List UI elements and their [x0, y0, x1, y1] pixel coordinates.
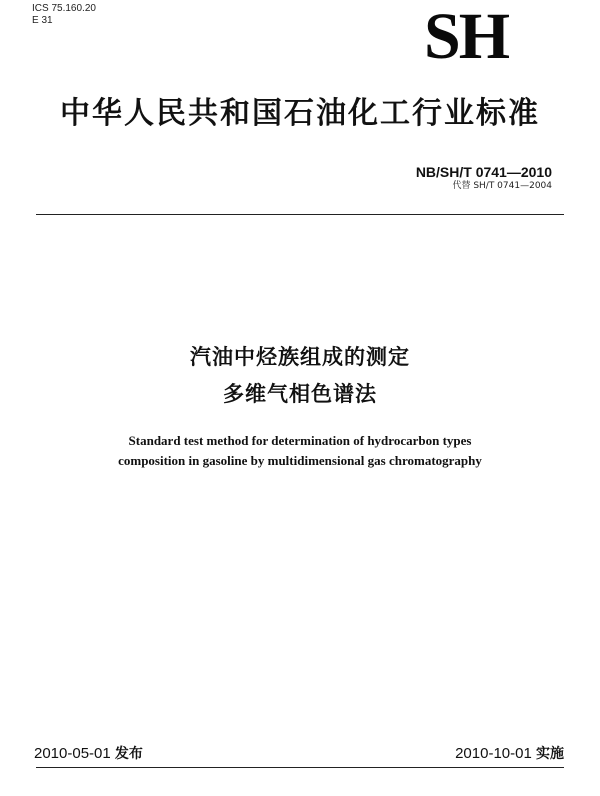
ics-code: ICS 75.160.20	[32, 3, 96, 14]
standard-category-title: 中华人民共和国石油化工行业标准	[60, 96, 540, 131]
issue-date-block	[34, 745, 143, 763]
title-english-line-2: composition in gasoline by multidimensional gas chromatography	[118, 453, 482, 468]
implement-date: 2010-10-01	[455, 745, 532, 762]
replaces-note: 代替 SH/T 0741—2004	[452, 181, 552, 191]
sh-logo: SH	[424, 0, 509, 73]
issue-label: 发布	[114, 746, 143, 762]
title-english-line-1: Standard test method for determination of hydrocarbon types	[128, 433, 472, 448]
header-divider	[36, 214, 564, 215]
document-number: NB/SH/T 0741—2010	[415, 164, 552, 180]
implement-label: 实施	[536, 746, 564, 762]
title-chinese-line-2: 多维气相色谱法	[223, 382, 377, 406]
title-chinese-line-1: 汽油中烃族组成的测定	[190, 345, 410, 369]
ccs-code: E 31	[32, 15, 53, 26]
issue-date: 2010-05-01	[34, 745, 111, 762]
implement-date-block	[455, 745, 564, 763]
classification-codes	[32, 3, 96, 27]
footer-divider	[36, 767, 564, 768]
